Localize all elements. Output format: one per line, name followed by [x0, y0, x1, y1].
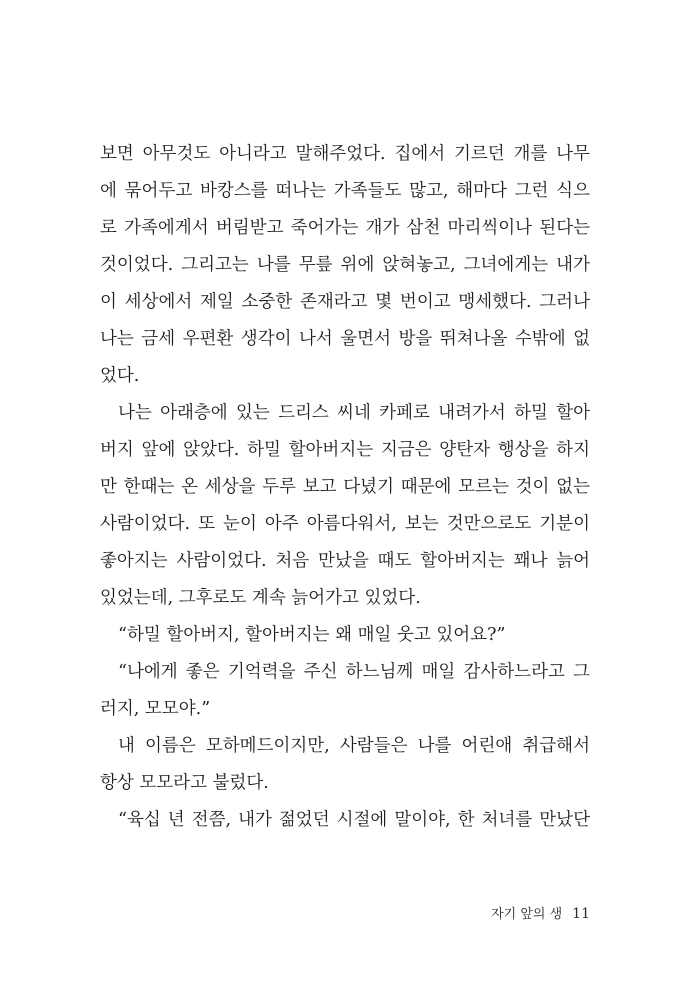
text-line: 보면 아무것도 아니라고 말해주었다. 집에서 기르던 개를 나무: [100, 144, 590, 164]
text-line: 있었는데, 그후로도 계속 늙어가고 있었다.: [100, 588, 421, 608]
text-line: 만 한때는 온 세상을 두루 보고 다녔기 때문에 모르는 것이 없는: [100, 477, 590, 497]
text-line: 사람이었다. 또 눈이 아주 아름다워서, 보는 것만으로도 기분이: [100, 514, 590, 534]
body-text: [100, 136, 590, 839]
text-line: 었다.: [100, 366, 140, 386]
text-line: 버지 앞에 앉았다. 하밀 할아버지는 지금은 양탄자 행상을 하지: [100, 440, 590, 460]
page-number: 11: [572, 906, 590, 922]
running-book-title: 자기 앞의 생: [491, 907, 563, 922]
text-line: 항상 모모라고 불렀다.: [100, 773, 269, 793]
text-line: 에 묶어두고 바캉스를 떠나는 가족들도 많고, 해마다 그런 식으: [100, 181, 590, 201]
text-line: “육십 년 전쯤, 내가 젊었던 시절에 말이야, 한 처녀를 만났단: [118, 810, 590, 830]
page-footer: [440, 902, 590, 926]
text-line: 나는 아래층에 있는 드리스 씨네 카페로 내려가서 하밀 할아: [118, 403, 590, 423]
text-line: 것이었다. 그리고는 나를 무릎 위에 앉혀놓고, 그녀에게는 내가: [100, 255, 590, 275]
text-line: 이 세상에서 제일 소중한 존재라고 몇 번이고 맹세했다. 그러나: [100, 292, 590, 312]
text-line: “하밀 할아버지, 할아버지는 왜 매일 웃고 있어요?”: [118, 625, 506, 645]
text-line: 좋아지는 사람이었다. 처음 만났을 때도 할아버지는 꽤나 늙어: [100, 551, 591, 571]
text-line: 내 이름은 모하메드이지만, 사람들은 나를 어린애 취급해서: [118, 736, 590, 756]
text-line: “나에게 좋은 기억력을 주신 하느님께 매일 감사하느라고 그: [118, 662, 590, 682]
text-line: 러지, 모모야.”: [100, 699, 211, 719]
text-line: 로 가족에게서 버림받고 죽어가는 개가 삼천 마리씩이나 된다는: [100, 218, 590, 238]
text-line: 나는 금세 우편환 생각이 나서 울면서 방을 뛰쳐나올 수밖에 없: [100, 329, 590, 349]
